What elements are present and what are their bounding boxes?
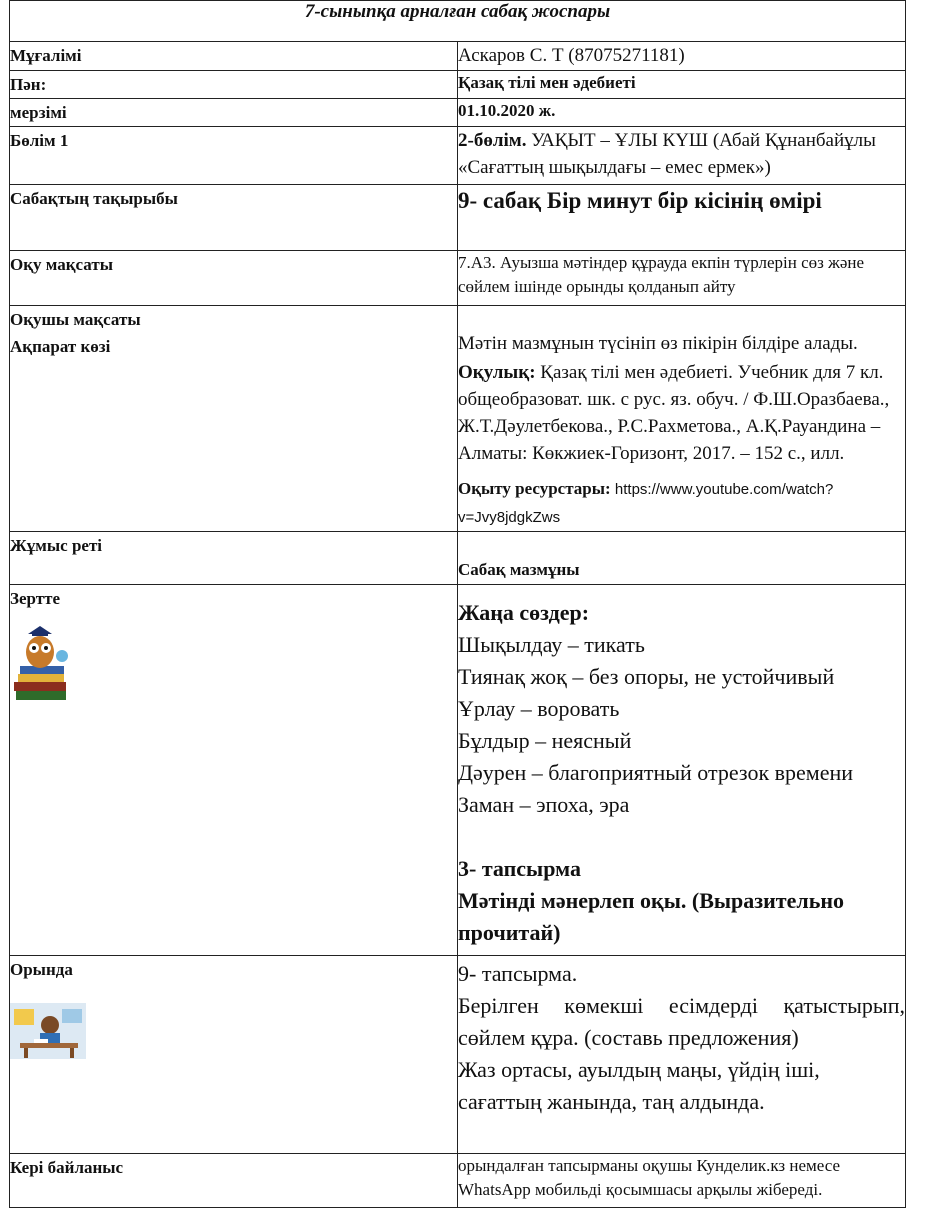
new-words-heading: Жаңа сөздер: [458,600,590,625]
goal-source-values [458,306,906,532]
student-goal-value: Мәтін мазмұнын түсініп өз пікірін білдіре алады. [458,333,858,354]
resources-link[interactable]: https://www.youtube.com/watch?v=Jvy8jdgkZws [458,481,834,526]
resources-label: Оқыту ресурстары: [458,479,611,498]
section-value [458,127,906,185]
page-title: 7-сыныпқа арналған сабақ жоспары [10,1,906,42]
order-label: Жұмыс реті [10,532,458,585]
feedback-value: орындалған тапсырманы оқушы Кунделик.кз немесе WhatsApp мобильді қосымшасы арқылы жібереді. [458,1154,906,1208]
word-item: Дәурен – благоприятный отрезок времени [458,760,854,785]
perform-label-cell [10,956,458,1154]
topic-value: 9- сабақ Бір минут бір кісінің өмірі [458,185,906,251]
book-label: Оқулық: [458,362,536,383]
order-value: Сабақ мазмұны [458,532,906,585]
explore-content [458,585,906,956]
explore-label: Зертте [10,589,60,608]
section-prefix: 2-бөлім. [458,130,527,151]
goal-label: Оқу мақсаты [10,251,458,306]
perform-label: Орында [10,960,73,979]
teacher-label: Мұғалімі [10,42,458,71]
task9-text: Берілген көмекші есімдерді қатыстырып, сөйлем құра. (составь предложения) [458,993,905,1050]
section-text: УАҚЫТ – ҰЛЫ КҮШ (Абай Құнанбайұлы «Сағаттың шықылдағы – емес ермек») [458,130,876,178]
goal-value: 7.А3. Ауызша мәтіндер құрауда екпін түрлерін сөз және сөйлем ішінде орынды қолданып айту [458,251,906,306]
task3-text: Мәтінді мәнерлеп оқы. (Выразительно прочитай) [458,888,845,945]
task9-title: 9- тапсырма. [458,961,578,986]
task3-title: 3- тапсырма [458,856,581,881]
word-item: Ұрлау – воровать [458,696,620,721]
source-resources [458,475,905,531]
student-desk-icon [10,1003,457,1067]
word-item: Шықылдау – тикать [458,632,645,657]
word-item: Заман – эпоха, эра [458,792,630,817]
task9-words: Жаз ортасы, ауылдың маңы, үйдің іші, сағаттың жанында, таң алдында. [458,1057,820,1114]
student-goal-label: Оқушы мақсаты [10,310,141,329]
books-owl-icon [10,620,457,712]
goal-source-labels [10,306,458,532]
section-label: Бөлім 1 [10,127,458,185]
perform-content [458,956,906,1154]
lesson-plan-table [9,0,906,1208]
explore-label-cell [10,585,458,956]
word-item: Бұлдыр – неясный [458,728,632,753]
date-label: мерзімі [10,99,458,127]
book-value: Қазақ тілі мен әдебиеті. Учебник для 7 кл. общеобразоват. шк. с рус. яз. обуч. / Ф.Ш.Оразбаева., Ж.Т.Дәулетбекова., Р.С.Рахметова., А.Қ.Рауандина – Алматы: Көкжиек-Горизонт, 2017. – 152 с., илл. [458,362,890,464]
subject-value: Қазақ тілі мен әдебиеті [458,71,906,99]
source-book [458,359,905,467]
word-item: Тиянақ жоқ – без опоры, не устойчивый [458,664,835,689]
subject-label: Пән: [10,71,458,99]
teacher-value: Аскаров С. Т (87075271181) [458,42,906,71]
source-label: Ақпарат көзі [10,337,111,356]
topic-label: Сабақтың тақырыбы [10,185,458,251]
feedback-label: Кері байланыс [10,1154,458,1208]
date-value: 01.10.2020 ж. [458,99,906,127]
